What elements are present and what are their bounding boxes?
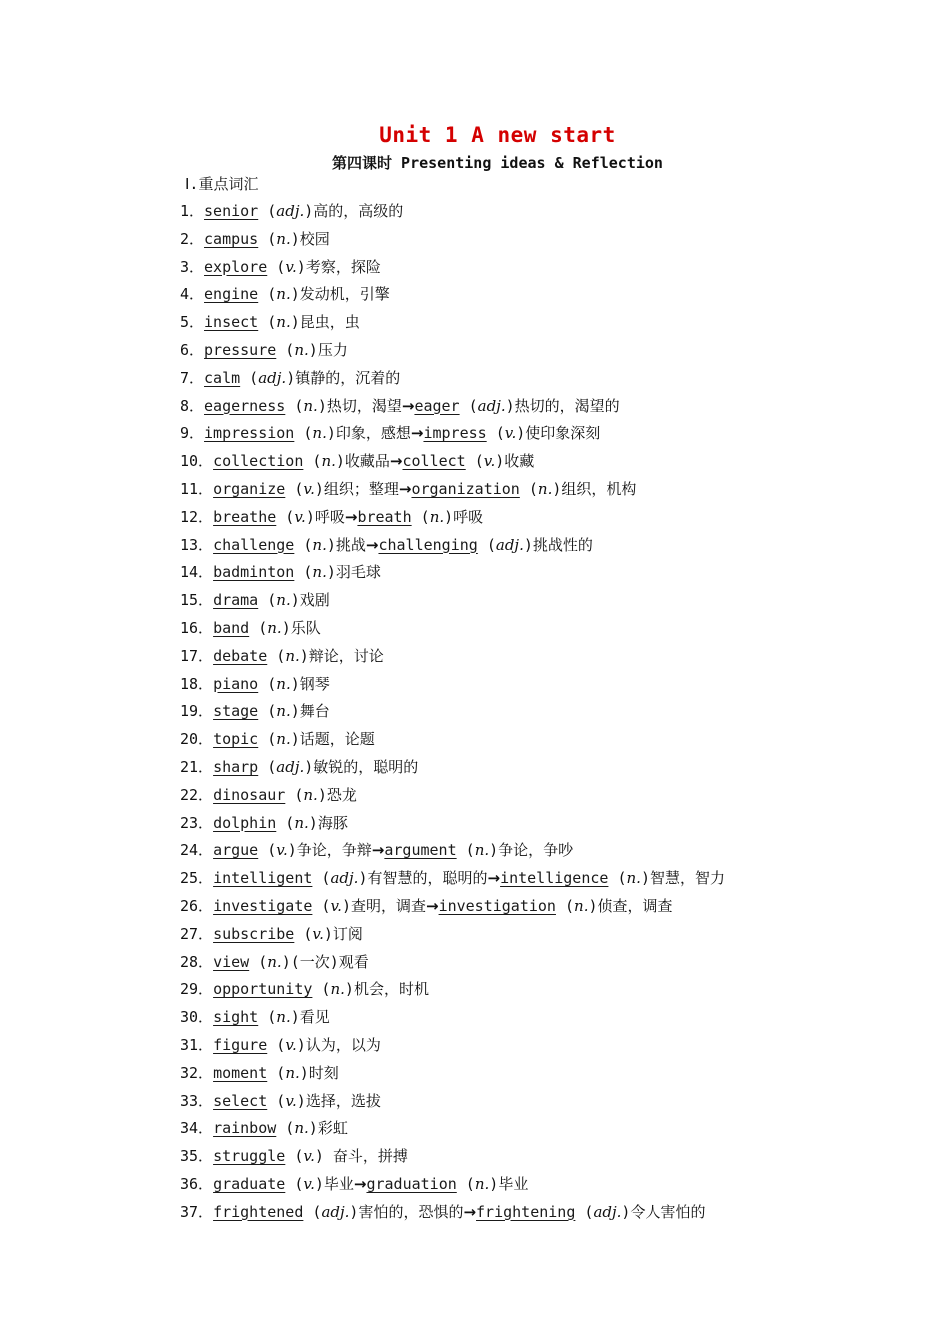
vocab-word: organize bbox=[213, 479, 286, 498]
part-of-speech: n. bbox=[276, 1008, 291, 1027]
vocab-word: drama bbox=[213, 591, 259, 610]
vocab-word: campus bbox=[204, 229, 259, 248]
derived-part-of-speech: n. bbox=[537, 479, 553, 498]
vocab-word: impression bbox=[204, 424, 295, 443]
word-meaning: 呼吸 bbox=[314, 507, 345, 526]
word-meaning: 乐队 bbox=[290, 618, 321, 637]
item-number: 37． bbox=[180, 1202, 214, 1221]
word-meaning: 挑战 bbox=[335, 535, 366, 554]
derived-meaning: 争论，争吵 bbox=[498, 841, 574, 860]
vocab-item: 24．argue (v.)争论，争辩→argument (n.)争论，争吵 bbox=[180, 837, 880, 865]
part-of-speech: n. bbox=[303, 785, 318, 804]
item-number: 16． bbox=[180, 618, 214, 637]
vocab-word: calm bbox=[204, 368, 241, 387]
derived-meaning: 毕业 bbox=[498, 1174, 529, 1193]
derived-meaning: 挑战性的 bbox=[532, 535, 593, 554]
derived-meaning: 令人害怕的 bbox=[630, 1202, 706, 1221]
item-number: 3． bbox=[180, 257, 205, 276]
arrow-right-icon: → bbox=[401, 396, 415, 415]
vocab-item: 15．drama (n.)戏剧 bbox=[180, 587, 880, 615]
vocab-item: 28．view (n.)(一次)观看 bbox=[180, 949, 880, 977]
part-of-speech: n. bbox=[285, 1063, 300, 1082]
part-of-speech: v. bbox=[285, 1091, 297, 1110]
word-meaning: 害怕的，恐惧的 bbox=[358, 1202, 464, 1221]
item-number: 5． bbox=[180, 313, 205, 332]
vocab-item: 22．dinosaur (n.)恐龙 bbox=[180, 782, 880, 810]
word-meaning: (一次)观看 bbox=[290, 952, 369, 971]
vocab-word: stage bbox=[213, 702, 259, 721]
vocab-item: 32．moment (n.)时刻 bbox=[180, 1060, 880, 1088]
vocab-word: moment bbox=[213, 1063, 268, 1082]
derived-part-of-speech: adj. bbox=[495, 535, 524, 554]
word-meaning: 印象，感想 bbox=[335, 424, 411, 443]
word-meaning: 恐龙 bbox=[326, 785, 357, 804]
part-of-speech: v. bbox=[330, 896, 342, 915]
vocab-item: 35．struggle (v.) 奋斗，拼搏 bbox=[180, 1143, 880, 1171]
word-meaning: 压力 bbox=[317, 340, 348, 359]
word-meaning: 选择，选拔 bbox=[305, 1091, 381, 1110]
derived-part-of-speech: v. bbox=[504, 424, 517, 443]
word-meaning: 昆虫，虫 bbox=[299, 313, 360, 332]
vocab-item: 7．calm (adj.)镇静的，沉着的 bbox=[180, 365, 880, 393]
word-meaning: 查明，调查 bbox=[350, 896, 426, 915]
derived-part-of-speech: n. bbox=[574, 896, 589, 915]
item-number: 18． bbox=[180, 674, 214, 693]
part-of-speech: adj. bbox=[276, 757, 305, 776]
word-meaning: 辩论，讨论 bbox=[308, 646, 384, 665]
arrow-right-icon: → bbox=[487, 869, 501, 888]
vocab-word: breathe bbox=[213, 507, 277, 526]
item-number: 11． bbox=[180, 479, 214, 498]
word-meaning: 羽毛球 bbox=[335, 563, 381, 582]
derived-word: investigation bbox=[438, 896, 556, 915]
vocab-item: 4．engine (n.)发动机，引擎 bbox=[180, 281, 880, 309]
derived-meaning: 使印象深刻 bbox=[525, 424, 601, 443]
word-meaning: 舞台 bbox=[299, 702, 330, 721]
vocab-item: 8．eagerness (n.)热切，渴望→eager (adj.)热切的，渴望的 bbox=[180, 393, 880, 421]
derived-meaning: 组织，机构 bbox=[561, 479, 637, 498]
vocab-item: 13．challenge (n.)挑战→challenging (adj.)挑战性的 bbox=[180, 532, 880, 560]
vocab-item: 20．topic (n.)话题，论题 bbox=[180, 726, 880, 754]
part-of-speech: n. bbox=[312, 563, 327, 582]
derived-meaning: 收藏 bbox=[504, 452, 535, 471]
item-number: 30． bbox=[180, 1008, 214, 1027]
item-number: 24． bbox=[180, 841, 214, 860]
vocab-item: 1．senior (adj.)高的，高级的 bbox=[180, 198, 880, 226]
derived-part-of-speech: n. bbox=[474, 841, 490, 860]
word-meaning: 看见 bbox=[299, 1008, 330, 1027]
vocab-item: 30．sight (n.)看见 bbox=[180, 1004, 880, 1032]
arrow-right-icon: → bbox=[353, 1174, 367, 1193]
item-number: 27． bbox=[180, 924, 214, 943]
vocab-item: 18．piano (n.)钢琴 bbox=[180, 671, 880, 699]
vocab-item: 17．debate (n.)辩论，讨论 bbox=[180, 643, 880, 671]
derived-word: challenging bbox=[378, 535, 478, 554]
vocab-item: 29．opportunity (n.)机会，时机 bbox=[180, 976, 880, 1004]
vocab-word: investigate bbox=[213, 896, 313, 915]
lesson-subtitle: 第四课时 Presenting ideas & Reflection bbox=[332, 154, 663, 172]
item-number: 4． bbox=[180, 285, 205, 304]
derived-word: collect bbox=[402, 452, 466, 471]
word-meaning: 有智慧的，聪明的 bbox=[367, 869, 488, 888]
word-meaning: 时刻 bbox=[308, 1063, 339, 1082]
vocab-word: opportunity bbox=[213, 980, 313, 999]
item-number: 32． bbox=[180, 1063, 214, 1082]
vocab-word: engine bbox=[204, 285, 259, 304]
item-number: 20． bbox=[180, 730, 214, 749]
vocab-word: sight bbox=[213, 1008, 259, 1027]
vocab-item: 11．organize (v.)组织；整理→organization (n.)组织，机构 bbox=[180, 476, 880, 504]
word-meaning: 钢琴 bbox=[299, 674, 330, 693]
vocab-word: rainbow bbox=[213, 1119, 277, 1138]
item-number: 6． bbox=[180, 340, 205, 359]
vocab-word: piano bbox=[213, 674, 259, 693]
vocab-item: 37．frightened (adj.)害怕的，恐惧的→frightening (adj.)令人害怕的 bbox=[180, 1199, 880, 1227]
part-of-speech: n. bbox=[303, 396, 318, 415]
item-number: 9． bbox=[180, 424, 205, 443]
vocab-word: dinosaur bbox=[213, 785, 286, 804]
part-of-speech: n. bbox=[276, 730, 291, 749]
word-meaning: 订阅 bbox=[332, 924, 363, 943]
vocab-word: graduate bbox=[213, 1174, 286, 1193]
part-of-speech: n. bbox=[312, 424, 327, 443]
vocab-item: 12．breathe (v.)呼吸→breath (n.)呼吸 bbox=[180, 504, 880, 532]
item-number: 33． bbox=[180, 1091, 214, 1110]
part-of-speech: v. bbox=[285, 1035, 297, 1054]
vocab-word: subscribe bbox=[213, 924, 295, 943]
derived-meaning: 智慧，智力 bbox=[649, 869, 725, 888]
part-of-speech: n. bbox=[294, 340, 309, 359]
vocab-word: senior bbox=[204, 202, 259, 220]
vocab-item: 2．campus (n.)校园 bbox=[180, 226, 880, 254]
part-of-speech: n. bbox=[276, 674, 291, 693]
vocab-item: 19．stage (n.)舞台 bbox=[180, 698, 880, 726]
item-number: 2． bbox=[180, 229, 205, 248]
part-of-speech: n. bbox=[294, 1119, 309, 1138]
vocab-item: 3．explore (v.)考察，探险 bbox=[180, 254, 880, 282]
derived-part-of-speech: n. bbox=[626, 869, 641, 888]
vocab-item: 26．investigate (v.)查明，调查→investigation (n.)侦查，调查 bbox=[180, 893, 880, 921]
item-number: 35． bbox=[180, 1147, 214, 1166]
derived-meaning: 热切的，渴望的 bbox=[514, 396, 620, 415]
word-meaning: 毕业 bbox=[323, 1174, 354, 1193]
vocab-item: 6．pressure (n.)压力 bbox=[180, 337, 880, 365]
vocab-word: eagerness bbox=[204, 396, 286, 415]
word-meaning: 镇静的，沉着的 bbox=[295, 368, 401, 387]
item-number: 23． bbox=[180, 813, 214, 832]
part-of-speech: n. bbox=[276, 591, 291, 610]
item-number: 10． bbox=[180, 452, 214, 471]
vocab-word: sharp bbox=[213, 757, 259, 776]
vocab-word: view bbox=[213, 952, 250, 971]
part-of-speech: adj. bbox=[321, 1202, 350, 1221]
derived-word: impress bbox=[423, 424, 487, 443]
part-of-speech: n. bbox=[276, 229, 291, 248]
derived-part-of-speech: adj. bbox=[477, 396, 506, 415]
item-number: 22． bbox=[180, 785, 214, 804]
arrow-right-icon: → bbox=[425, 896, 439, 915]
vocab-word: topic bbox=[213, 730, 259, 749]
part-of-speech: v. bbox=[285, 257, 297, 276]
part-of-speech: n. bbox=[276, 313, 291, 332]
vocab-word: pressure bbox=[204, 340, 277, 359]
part-of-speech: v. bbox=[303, 1174, 315, 1193]
item-number: 21． bbox=[180, 757, 214, 776]
vocab-word: badminton bbox=[213, 563, 295, 582]
item-number: 28． bbox=[180, 952, 214, 971]
arrow-right-icon: → bbox=[344, 507, 358, 526]
vocab-word: challenge bbox=[213, 535, 295, 554]
part-of-speech: n. bbox=[267, 618, 282, 637]
arrow-right-icon: → bbox=[463, 1202, 477, 1221]
word-meaning: 话题，论题 bbox=[299, 730, 375, 749]
item-number: 12． bbox=[180, 507, 214, 526]
vocab-item: 31．figure (v.)认为，以为 bbox=[180, 1032, 880, 1060]
vocab-item: 34．rainbow (n.)彩虹 bbox=[180, 1115, 880, 1143]
vocab-word: insect bbox=[204, 313, 259, 332]
derived-word: eager bbox=[414, 396, 460, 415]
part-of-speech: n. bbox=[321, 452, 336, 471]
part-of-speech: v. bbox=[276, 841, 288, 860]
section-heading: Ⅰ.重点词汇 bbox=[185, 175, 259, 193]
item-number: 13． bbox=[180, 535, 214, 554]
vocab-item: 25．intelligent (adj.)有智慧的，聪明的→intelligence (n.)智慧，智力 bbox=[180, 865, 880, 893]
derived-meaning: 呼吸 bbox=[453, 507, 484, 526]
part-of-speech: n. bbox=[294, 813, 309, 832]
arrow-right-icon: → bbox=[365, 535, 379, 554]
vocab-item: 14．badminton (n.)羽毛球 bbox=[180, 559, 880, 587]
vocab-item: 36．graduate (v.)毕业→graduation (n.)毕业 bbox=[180, 1171, 880, 1199]
item-number: 15． bbox=[180, 591, 214, 610]
word-meaning: 组织；整理 bbox=[323, 479, 399, 498]
part-of-speech: n. bbox=[276, 285, 291, 304]
arrow-right-icon: → bbox=[389, 452, 403, 471]
derived-word: graduation bbox=[366, 1174, 457, 1193]
arrow-right-icon: → bbox=[398, 479, 412, 498]
derived-word: organization bbox=[411, 479, 520, 498]
vocab-word: dolphin bbox=[213, 813, 277, 832]
vocab-word: select bbox=[213, 1091, 268, 1110]
derived-part-of-speech: adj. bbox=[593, 1202, 622, 1221]
word-meaning: 戏剧 bbox=[299, 591, 330, 610]
part-of-speech: n. bbox=[267, 952, 282, 971]
word-meaning: 考察，探险 bbox=[305, 257, 381, 276]
vocab-item: 21．sharp (adj.)敏锐的，聪明的 bbox=[180, 754, 880, 782]
part-of-speech: n. bbox=[330, 980, 345, 999]
item-number: 14． bbox=[180, 563, 214, 582]
item-number: 26． bbox=[180, 896, 214, 915]
derived-word: intelligence bbox=[500, 869, 609, 888]
part-of-speech: n. bbox=[285, 646, 300, 665]
item-number: 34． bbox=[180, 1119, 214, 1138]
vocabulary-list bbox=[180, 198, 880, 1226]
part-of-speech: adj. bbox=[258, 368, 287, 387]
derived-part-of-speech: n. bbox=[429, 507, 445, 526]
arrow-right-icon: → bbox=[410, 424, 424, 443]
part-of-speech: adj. bbox=[276, 202, 305, 220]
word-meaning: 校园 bbox=[299, 229, 330, 248]
item-number: 29． bbox=[180, 980, 214, 999]
vocab-item: 10．collection (n.)收藏品→collect (v.)收藏 bbox=[180, 448, 880, 476]
item-number: 8． bbox=[180, 396, 205, 415]
page-title: Unit 1 A new start bbox=[379, 123, 616, 147]
word-meaning: 敏锐的，聪明的 bbox=[313, 757, 419, 776]
vocab-item: 16．band (n.)乐队 bbox=[180, 615, 880, 643]
item-number: 36． bbox=[180, 1174, 214, 1193]
word-meaning: 收藏品 bbox=[344, 452, 390, 471]
word-meaning: 热切，渴望 bbox=[326, 396, 402, 415]
derived-part-of-speech: v. bbox=[483, 452, 496, 471]
vocab-word: debate bbox=[213, 646, 268, 665]
part-of-speech: n. bbox=[276, 702, 291, 721]
word-meaning: 海豚 bbox=[317, 813, 348, 832]
item-number: 19． bbox=[180, 702, 214, 721]
vocab-item: 5．insect (n.)昆虫，虫 bbox=[180, 309, 880, 337]
word-meaning: 奋斗，拼搏 bbox=[323, 1147, 408, 1166]
arrow-right-icon: → bbox=[371, 841, 385, 860]
vocab-word: argue bbox=[213, 841, 259, 860]
word-meaning: 高的，高级的 bbox=[313, 202, 404, 220]
vocab-word: band bbox=[213, 618, 250, 637]
vocab-item: 23．dolphin (n.)海豚 bbox=[180, 810, 880, 838]
part-of-speech: v. bbox=[303, 1147, 315, 1166]
derived-word: argument bbox=[384, 841, 457, 860]
derived-word: breath bbox=[357, 507, 412, 526]
word-meaning: 彩虹 bbox=[317, 1119, 348, 1138]
vocab-word: struggle bbox=[213, 1147, 286, 1166]
part-of-speech: v. bbox=[312, 924, 324, 943]
part-of-speech: v. bbox=[303, 479, 315, 498]
item-number: 25． bbox=[180, 869, 214, 888]
vocab-word: intelligent bbox=[213, 869, 313, 888]
derived-meaning: 侦查，调查 bbox=[597, 896, 673, 915]
word-meaning: 争论，争辩 bbox=[296, 841, 372, 860]
part-of-speech: adj. bbox=[330, 869, 359, 888]
word-meaning: 发动机，引擎 bbox=[299, 285, 390, 304]
derived-part-of-speech: n. bbox=[474, 1174, 490, 1193]
item-number: 17． bbox=[180, 646, 214, 665]
word-meaning: 认为，以为 bbox=[305, 1035, 381, 1054]
part-of-speech: n. bbox=[312, 535, 327, 554]
item-number: 31． bbox=[180, 1035, 214, 1054]
vocab-word: explore bbox=[204, 257, 268, 276]
item-number: 1． bbox=[180, 202, 205, 220]
vocab-item: 33．select (v.)选择，选拔 bbox=[180, 1088, 880, 1116]
vocab-word: figure bbox=[213, 1035, 268, 1054]
derived-word: frightening bbox=[476, 1202, 576, 1221]
word-meaning: 机会，时机 bbox=[353, 980, 429, 999]
item-number: 7． bbox=[180, 368, 205, 387]
vocab-item: 27．subscribe (v.)订阅 bbox=[180, 921, 880, 949]
part-of-speech: v. bbox=[294, 507, 306, 526]
vocab-word: frightened bbox=[213, 1202, 304, 1221]
vocab-word: collection bbox=[213, 452, 304, 471]
vocab-item: 9．impression (n.)印象，感想→impress (v.)使印象深刻 bbox=[180, 420, 880, 448]
